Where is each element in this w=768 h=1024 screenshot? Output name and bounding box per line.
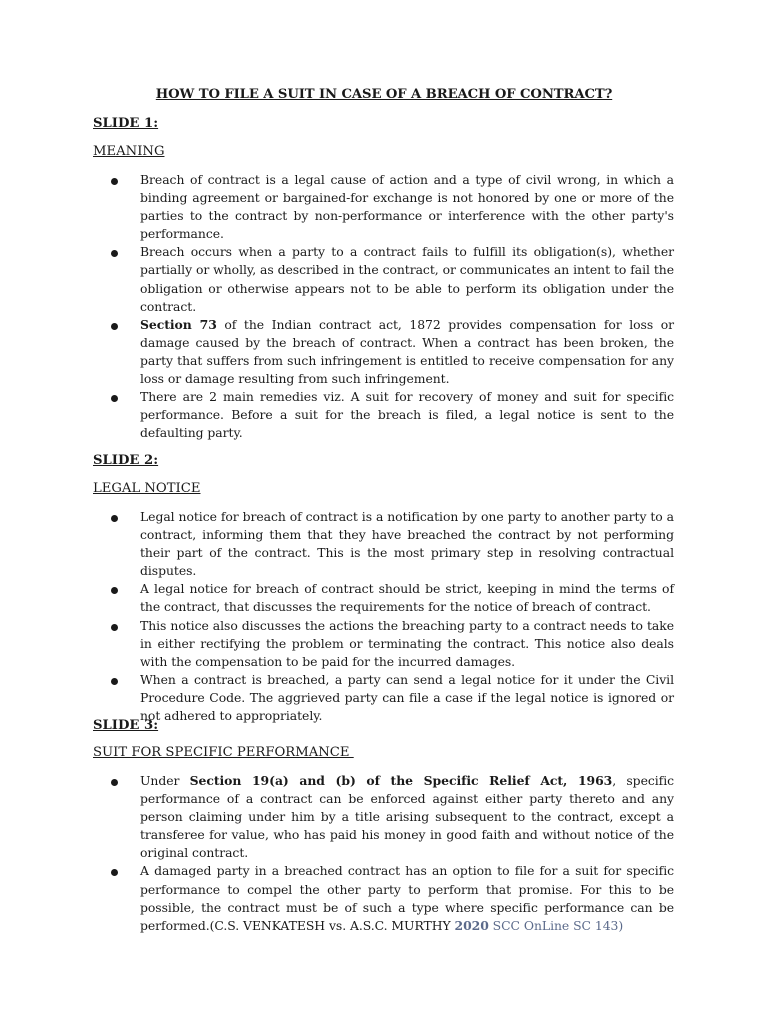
bullet-icon — [111, 178, 118, 185]
slide-1-label: SLIDE 1: — [93, 116, 159, 131]
case-citation-year: 2020 — [454, 917, 489, 933]
bullet-icon — [111, 323, 118, 330]
specific-performance-heading: SUIT FOR SPECIFIC PERFORMANCE — [93, 745, 354, 760]
bullet-icon — [111, 869, 118, 876]
bullet-icon — [111, 395, 118, 402]
case-citation-tail: SCC OnLine SC 143) — [488, 917, 624, 933]
legal-notice-heading: LEGAL NOTICE — [93, 481, 201, 496]
bullet-icon — [111, 624, 118, 631]
list-item: When a contract is breached, a party can send a legal notice for it under the Civil Procedure Code. The aggrieved party can file a case if the legal notice is ignored or not adhered to appropriately. — [93, 671, 674, 725]
list-item: Legal notice for breach of contract is a notification by one party to another party to a contract, informing them that they have breached the contract by not performing their part of the contract. This is the most primary step in resolving contractual disputes. — [93, 508, 674, 580]
case-citation: (C.S. VENKATESH vs. A.S.C. MURTHY — [209, 917, 455, 933]
list-item: A damaged party in a breached contract has an option to file for a suit for specific performance to compel the other party to perform that promise. For this to be possible, the contract must be of such a type where specific performance can be performed.(C.S. VENKATESH vs. A.S.C. MURTHY 2020 SCC OnLine SC 143) — [93, 862, 674, 934]
list-item: Under Section 19(a) and (b) of the Specific Relief Act, 1963, specific performance of a contract can be enforced against either party thereto and any person claiming under him by a title arising subsequent to the contract, except a transferee for value, who has paid his money in good faith and without notice of the original contract. — [93, 772, 674, 862]
list-item: Breach of contract is a legal cause of action and a type of civil wrong, in which a binding agreement or bargained-for exchange is not honored by one or more of the parties to the contract by non-performance or interference with the other party's performance. — [93, 171, 674, 243]
legal-notice-bullet-list — [93, 508, 674, 725]
bullet-icon — [111, 779, 118, 786]
list-item: Section 73 of the Indian contract act, 1872 provides compensation for loss or damage caused by the breach of contract. When a contract has been broken, the party that suffers from such infringement is entitled to receive compensation for any loss or damage resulting from such infringement. — [93, 316, 674, 388]
bullet-icon — [111, 678, 118, 685]
bullet-icon — [111, 515, 118, 522]
list-item: This notice also discusses the actions the breaching party to a contract needs to take in either rectifying the problem or terminating the contract. This notice also deals with the compensation to be paid for the incurred damages. — [93, 617, 674, 671]
bullet-icon — [111, 587, 118, 594]
meaning-bullet-list — [93, 171, 674, 442]
bullet-icon — [111, 250, 118, 257]
list-item: Breach occurs when a party to a contract fails to fulfill its obligation(s), whether partially or wholly, as described in the contract, or communicates an intent to fail the obligation or otherwise appears not to be able to perform its obligation under the contract. — [93, 243, 674, 315]
document-title: HOW TO FILE A SUIT IN CASE OF A BREACH OF CONTRACT? — [155, 87, 613, 102]
list-item: A legal notice for breach of contract should be strict, keeping in mind the terms of the contract, that discusses the requirements for the notice of breach of contract. — [93, 580, 674, 616]
slide-2-label: SLIDE 2: — [93, 453, 159, 468]
specific-performance-bullet-list — [93, 772, 674, 935]
slide-3-label: SLIDE 3: — [93, 718, 159, 733]
list-item: There are 2 main remedies viz. A suit for recovery of money and suit for specific performance. Before a suit for the breach is filed, a legal notice is sent to the defaulting party. — [93, 388, 674, 442]
meaning-heading: MEANING — [93, 144, 165, 159]
